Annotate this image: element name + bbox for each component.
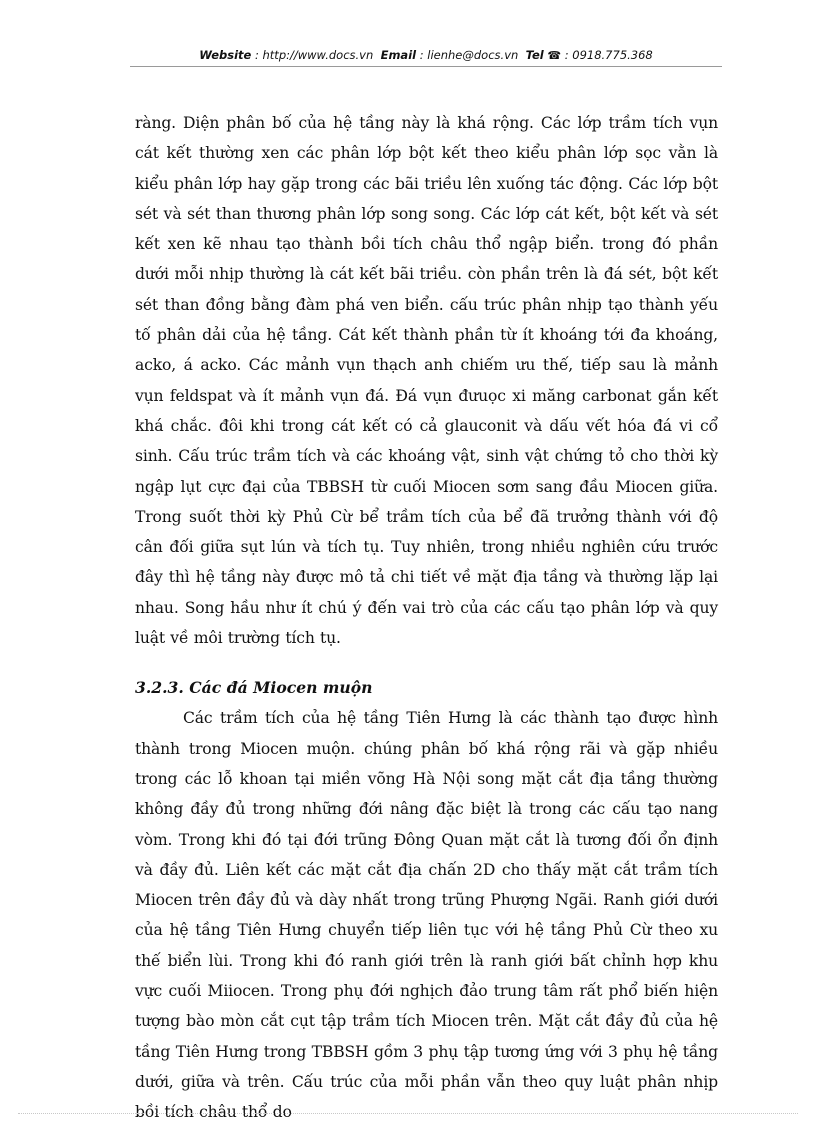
website-value: : http://www.docs.vn — [254, 48, 374, 62]
phone-icon: ☎ — [547, 49, 562, 62]
email-label: Email — [380, 48, 417, 62]
page-header — [130, 48, 722, 62]
tel-label: Tel — [525, 48, 544, 62]
footer-divider — [18, 1113, 798, 1114]
document-body — [135, 108, 718, 1128]
body-paragraph: ràng. Diện phân bố của hệ tầng này là khá rộng. Các lớp trầm tích vụn cát kết thường xen các phân lớp bột kết theo kiểu phân lớp sọc vằn là kiểu phân lớp hay gặp trong các bãi triều lên xuống tác động. Các lớp bột sét và sét than thương phân lớp song song. Các lớp cát kết, bột kết và sét kết xen kẽ nhau tạo thành bồi tích châu thổ ngập biển. trong đó phần dưới mỗi nhịp thường là cát kết bãi triều. còn phần trên là đá sét, bột kết sét than đồng bằng đàm phá ven biển. cấu trúc phân nhịp tạo thành yếu tố phân dải của hệ tầng. Cát kết thành phần từ ít khoáng tới đa khoáng, acko, á acko. Các mảnh vụn thạch anh chiếm ưu thế, tiếp sau là mảnh vụn feldspat và ít mảnh vụn đá. Đá vụn đưuọc xi măng carbonat gắn kết khá chắc. đôi khi trong cát kết có cả glauconit và dấu vết hóa đá vi cổ sinh. Cấu trúc trầm tích và các khoáng vật, sinh vật chứng tỏ cho thời kỳ ngập lụt cực đại của TBBSH từ cuối Miocen sơm sang đầu Miocen giữa. Trong suốt thời kỳ Phủ Cừ bể trầm tích của bể đã trưởng thành với độ cân đối giữa sụt lún và tích tụ. Tuy nhiên, trong nhiều nghiên cứu trước đây thì hệ tầng này được mô tả chi tiết về mặt địa tầng và thường lặp lại nhau. Song hầu như ít chú ý đến vai trò của các cấu tạo phân lớp và quy luật về môi trường tích tụ. — [135, 114, 718, 648]
header-divider — [130, 66, 722, 67]
tel-value: : 0918.775.368 — [564, 48, 653, 62]
body-paragraph: Các trầm tích của hệ tầng Tiên Hưng là các thành tạo được hình thành trong Miocen muộn. chúng phân bố khá rộng rãi và gặp nhiều trong các lỗ khoan tại miền võng Hà Nội song mặt cắt địa tầng thường không đầy đủ trong những đới nâng đặc biệt là trong các cấu tạo nang vòm. Trong khi đó tại đới trũng Đông Quan mặt cắt là tương đối ổn định và đầy đủ. Liên kết các mặt cắt địa chấn 2D cho thấy mặt cắt trầm tích Miocen trên đầy đủ và dày nhất trong trũng Phượng Ngãi. Ranh giới dưới của hệ tầng Tiên Hưng chuyển tiếp liên tục với hệ tầng Phủ Cừ theo xu thế biển lùi. Trong khi đó ranh giới trên là ranh giới bất chỉnh hợp khu vực cuối Miiocen. Trong phụ đới nghịch đảo trung tâm rất phổ biến hiện tượng bào mòn cắt cụt tập trầm tích Miocen trên. Mặt cắt đầy đủ của hệ tầng Tiên Hưng trong TBBSH gồm 3 phụ tập tương ứng với 3 phụ hệ tầng dưới, giữa và trên. Cấu trúc của mỗi phần vẫn theo quy luật phân nhịp bồi tích châu thổ do — [135, 709, 718, 1122]
email-value: : lienhe@docs.vn — [419, 48, 519, 62]
section-heading: 3.2.3. Các đá Miocen muộn — [135, 678, 373, 698]
website-label: Website — [199, 48, 252, 62]
